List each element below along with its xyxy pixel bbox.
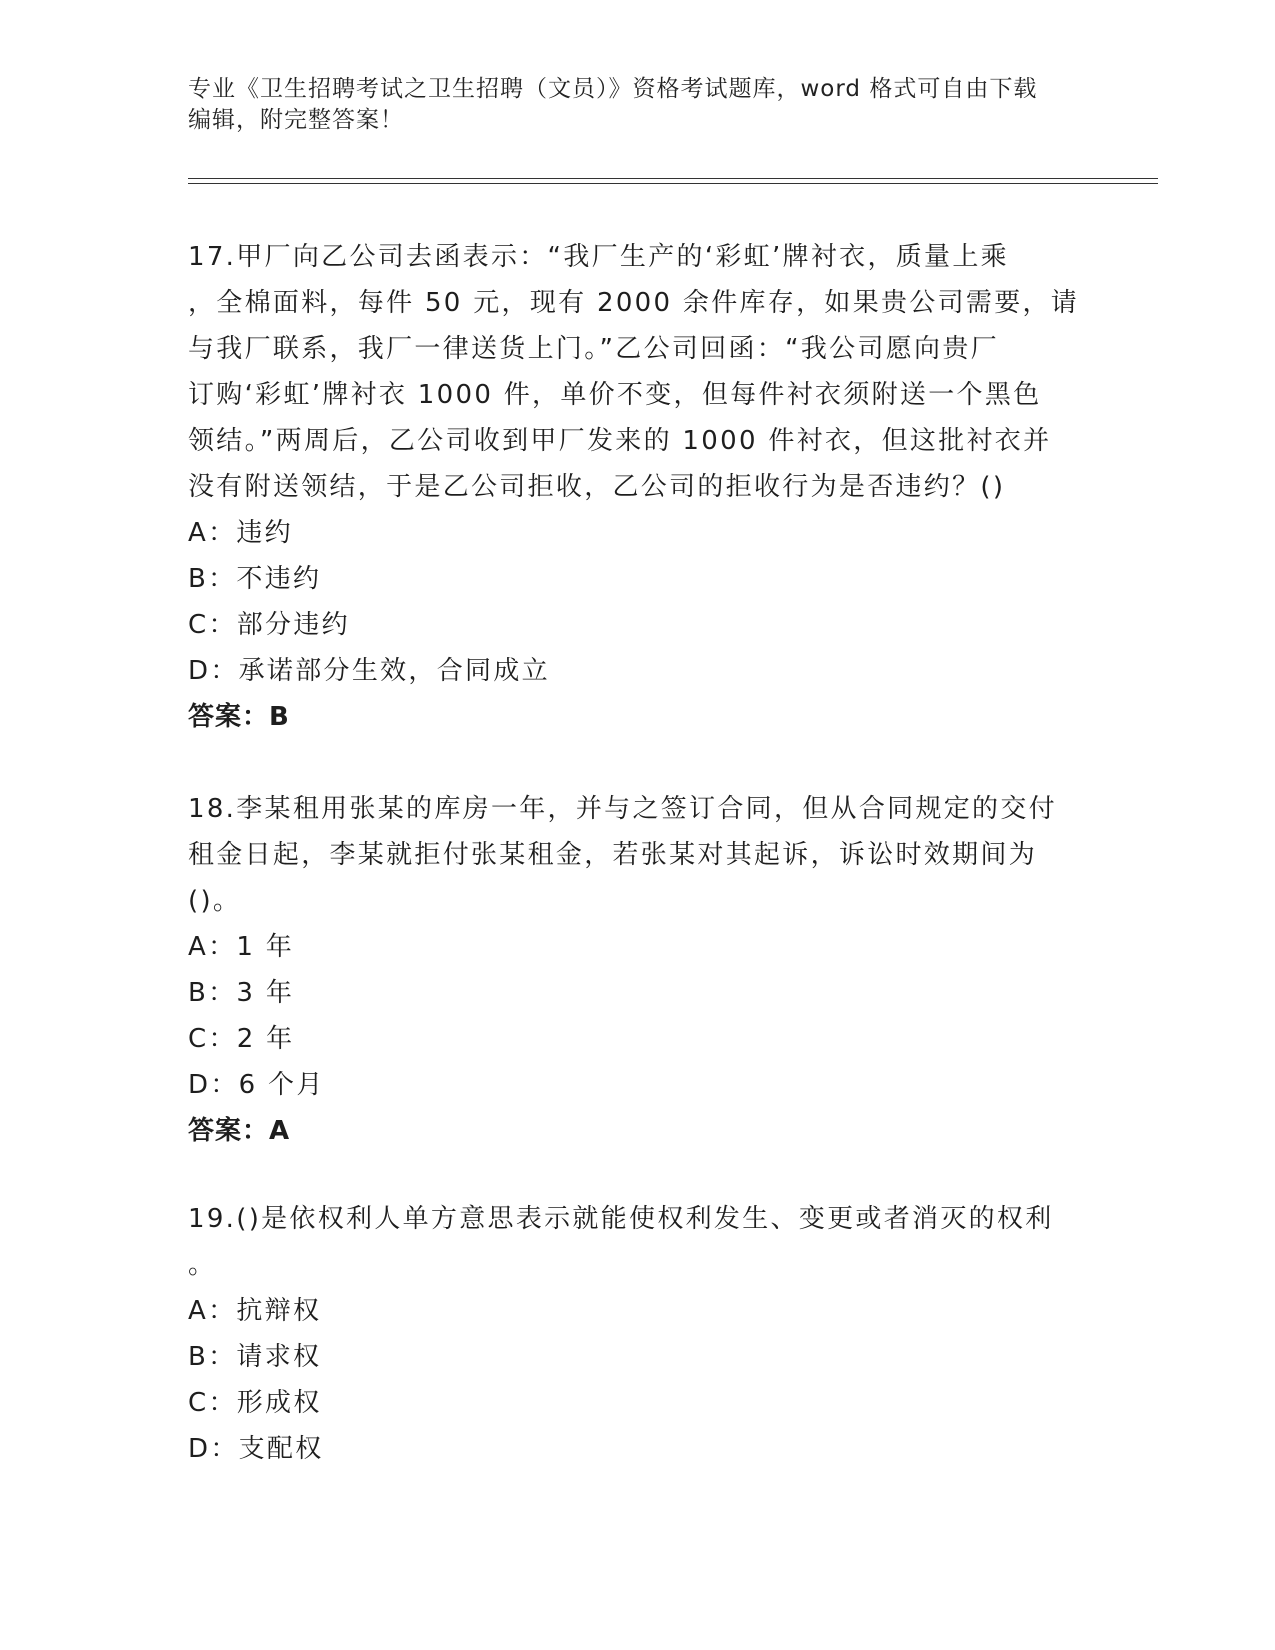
option-a: A：1 年 — [188, 932, 295, 962]
question-stem-line: 18.李某租用张某的库房一年，并与之签订合同，但从合同规定的交付 — [188, 794, 1057, 824]
option-c: C：部分违约 — [188, 610, 350, 640]
option-b: B：不违约 — [188, 564, 322, 594]
option-d: D：6 个月 — [188, 1070, 325, 1100]
question-18 — [188, 786, 1088, 1154]
question-stem-line: ()。 — [188, 886, 242, 916]
question-stem-line: 租金日起，李某就拒付张某租金，若张某对其起诉，诉讼时效期间为 — [188, 840, 1038, 870]
question-19 — [188, 1196, 1088, 1472]
header-line-2: 编辑，附完整答案！ — [188, 107, 404, 133]
question-stem-line: 与我厂联系，我厂一律送货上门。”乙公司回函：“我公司愿向贵厂 — [188, 334, 999, 364]
question-stem-line: 17.甲厂向乙公司去函表示：“我厂生产的‘彩虹’牌衬衣，质量上乘 — [188, 242, 1009, 272]
question-stem-line: ，全棉面料，每件 50 元，现有 2000 余件库存，如果贵公司需要，请 — [188, 288, 1080, 318]
question-stem-line: 领结。”两周后，乙公司收到甲厂发来的 1000 件衬衣，但这批衬衣并 — [188, 426, 1052, 456]
option-a: A：违约 — [188, 518, 293, 548]
option-d: D：支配权 — [188, 1434, 324, 1464]
question-stem-line: 订购‘彩虹’牌衬衣 1000 件，单价不变，但每件衬衣须附送一个黑色 — [188, 380, 1042, 410]
answer-label: 答案：B — [188, 702, 290, 732]
option-d: D：承诺部分生效，合同成立 — [188, 656, 550, 686]
header-double-rule — [188, 178, 1158, 184]
answer-label: 答案：A — [188, 1116, 291, 1146]
question-stem-line: 。 — [188, 1250, 217, 1280]
option-b: B：请求权 — [188, 1342, 322, 1372]
question-stem-line: 没有附送领结，于是乙公司拒收，乙公司的拒收行为是否违约？() — [188, 472, 1006, 502]
option-c: C：2 年 — [188, 1024, 295, 1054]
option-b: B：3 年 — [188, 978, 295, 1008]
option-a: A：抗辩权 — [188, 1296, 322, 1326]
document-header — [188, 74, 1068, 136]
option-c: C：形成权 — [188, 1388, 322, 1418]
header-line-1: 专业《卫生招聘考试之卫生招聘（文员）》资格考试题库，word 格式可自由下载 — [188, 76, 1038, 102]
question-17 — [188, 234, 1088, 740]
question-stem-line: 19.()是依权利人单方意思表示就能使权利发生、变更或者消灭的权利 — [188, 1204, 1054, 1234]
